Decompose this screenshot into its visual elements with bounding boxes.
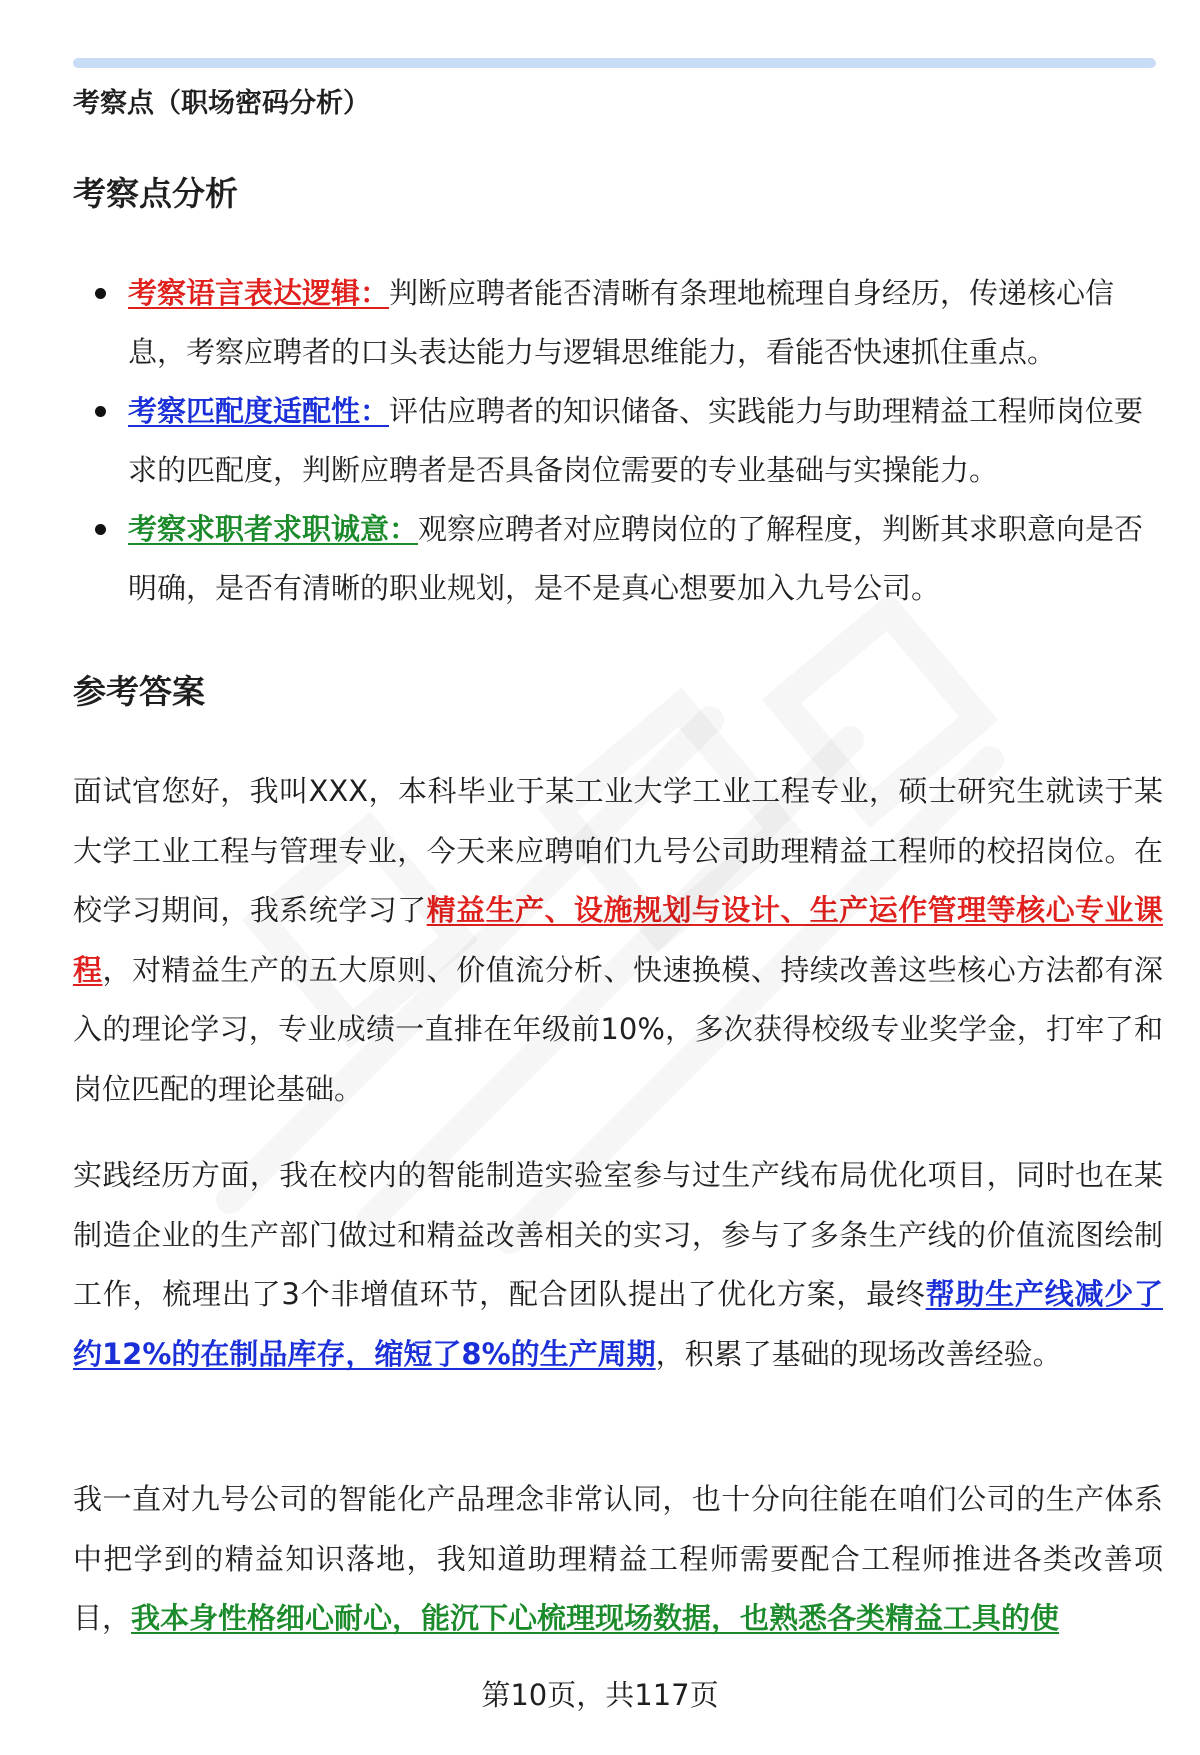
answer-paragraph-practice (73, 1146, 1163, 1384)
point-text: 判断应聘者能否清晰有条理地梳理自身经历，传递核心信息，考察应聘者的口头表达能力与逻辑思维能力，看能否快速抓住重点。 (128, 276, 1115, 369)
bullet-dot-icon (95, 524, 106, 535)
point-keyword: 考察语言表达逻辑： (128, 276, 390, 310)
point-keyword: 考察求职者求职诚意： (128, 512, 419, 546)
analysis-heading: 考察点分析 (73, 174, 238, 213)
point-text: 观察应聘者对应聘岗位的了解程度，判断其求职意向是否明确，是否有清晰的职业规划，是不是真心想要加入九号公司。 (128, 512, 1144, 605)
answer-paragraph-motivation (73, 1470, 1163, 1648)
bullet-dot-icon (95, 406, 106, 417)
paragraph-text: ，对精益生产的五大原则、价值流分析、快速换模、持续改善这些核心方法都有深入的理论学习，专业成绩一直排在年级前10%，多次获得校级专业奖学金，打牢了和岗位匹配的理论基础。 (73, 952, 1163, 1106)
paragraph-text: 我一直对九号公司的智能化产品理念非常认同，也十分向往能在咱们公司的生产体系中把学到的精益知识落地，我知道助理精益工程师需要配合工程师推进各类改善项目， (73, 1482, 1163, 1635)
bullet-dot-icon (95, 288, 106, 299)
section-label: 考察点（职场密码分析） (73, 88, 370, 119)
list-item (73, 264, 1163, 382)
paragraph-text: 实践经历方面，我在校内的智能制造实验室参与过生产线布局优化项目，同时也在某制造企业的生产部门做过和精益改善相关的实习，参与了多条生产线的价值流图绘制工作，梳理出了3个非增值环节，配合团队提出了优化方案，最终 (73, 1158, 1163, 1311)
analysis-points-list (73, 264, 1163, 618)
paragraph-text: ，积累了基础的现场改善经验。 (655, 1336, 1062, 1371)
paragraph-text: 面试官您好，我叫XXX，本科毕业于某工业大学工业工程专业，硕士研究生就读于某大学工业工程与管理专业，今天来应聘咱们九号公司助理精益工程师的校招岗位。在校学习期间，我系统学习了 (73, 774, 1163, 927)
page-number-footer: 第10页，共117页 (481, 1678, 719, 1712)
list-item (73, 500, 1163, 618)
point-keyword: 考察匹配度适配性： (128, 394, 390, 428)
highlight-results: 帮助生产线减少了约12%的在制品库存，缩短了8%的生产周期 (73, 1277, 1163, 1371)
list-item (73, 382, 1163, 500)
answer-heading: 参考答案 (73, 672, 205, 711)
highlight-courses: 精益生产、设施规划与设计、生产运作管理等核心专业课程 (73, 893, 1163, 987)
answer-paragraph-education (73, 762, 1163, 1119)
highlight-personality: 我本身性格细心耐心，能沉下心梳理现场数据，也熟悉各类精益工具的使 (131, 1601, 1060, 1635)
top-accent-bar (73, 58, 1156, 68)
point-text: 评估应聘者的知识储备、实践能力与助理精益工程师岗位要求的匹配度，判断应聘者是否具备岗位需要的专业基础与实操能力。 (128, 394, 1144, 487)
